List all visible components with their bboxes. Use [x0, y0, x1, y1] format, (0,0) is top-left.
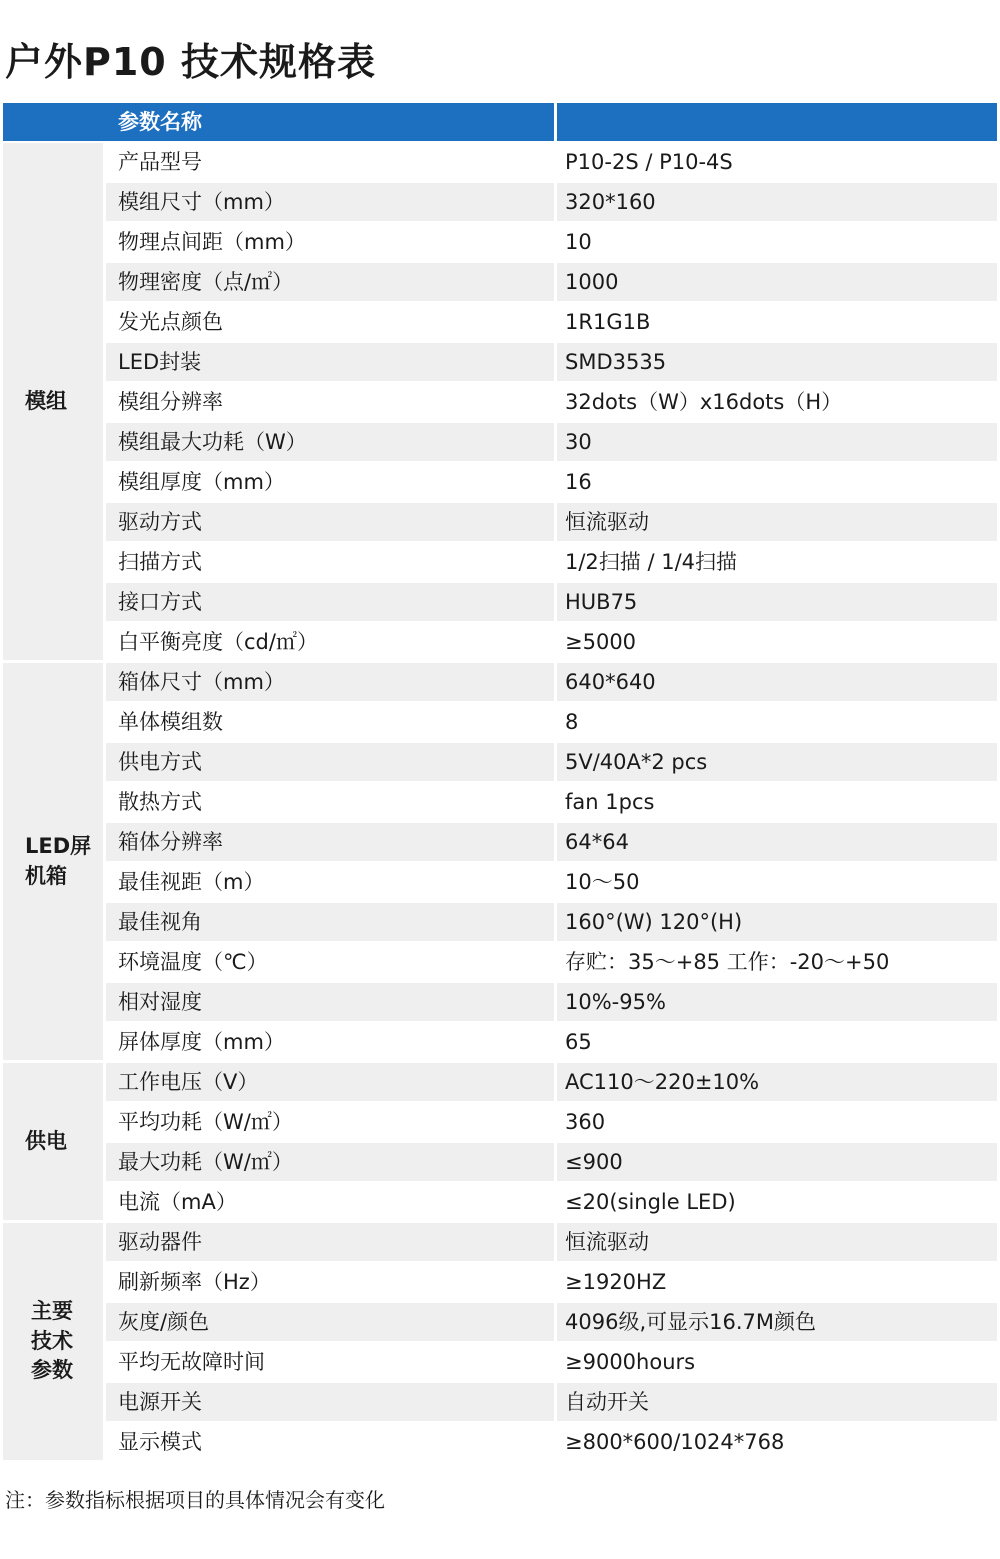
param-name-cell: 物理密度（点/㎡） — [106, 263, 557, 303]
param-value-cell: 5V/40A*2 pcs — [557, 743, 997, 783]
table-row — [3, 463, 997, 503]
table-row — [3, 383, 997, 423]
param-name-cell: 供电方式 — [106, 743, 557, 783]
header-value — [557, 103, 997, 143]
param-name-cell: 屏体厚度（mm） — [106, 1023, 557, 1063]
table-row — [3, 983, 997, 1023]
param-name-cell: 白平衡亮度（cd/㎡） — [106, 623, 557, 663]
param-name-cell: 扫描方式 — [106, 543, 557, 583]
table-header-row — [3, 103, 997, 143]
param-name-cell: 电流（mA） — [106, 1183, 557, 1223]
param-value-cell: 16 — [557, 463, 997, 503]
table-row — [3, 143, 997, 183]
table-row — [3, 183, 997, 223]
param-value-cell: 640*640 — [557, 663, 997, 703]
param-name-cell: 箱体分辨率 — [106, 823, 557, 863]
table-row — [3, 1183, 997, 1223]
param-name-cell: 工作电压（V） — [106, 1063, 557, 1103]
param-value-cell: ≤900 — [557, 1143, 997, 1183]
table-row — [3, 223, 997, 263]
table-row — [3, 863, 997, 903]
param-name-cell: 驱动方式 — [106, 503, 557, 543]
table-row — [3, 423, 997, 463]
param-value-cell: 恒流驱动 — [557, 1223, 997, 1263]
param-value-cell: 8 — [557, 703, 997, 743]
table-row — [3, 1423, 997, 1463]
param-name-cell: 灰度/颜色 — [106, 1303, 557, 1343]
param-name-cell: 驱动器件 — [106, 1223, 557, 1263]
param-name-cell: 物理点间距（mm） — [106, 223, 557, 263]
param-name-cell: 发光点颜色 — [106, 303, 557, 343]
param-value-cell: 1R1G1B — [557, 303, 997, 343]
param-name-cell: 产品型号 — [106, 143, 557, 183]
param-value-cell: SMD3535 — [557, 343, 997, 383]
param-value-cell: 32dots（W）x16dots（H） — [557, 383, 997, 423]
header-blank-cell — [3, 103, 106, 143]
table-row — [3, 783, 997, 823]
group-label: 主要 技术 参数 — [3, 1223, 106, 1463]
spec-table — [3, 103, 997, 1463]
param-value-cell: ≥1920HZ — [557, 1263, 997, 1303]
group-label: 模组 — [3, 143, 106, 663]
table-row — [3, 1383, 997, 1423]
param-name-cell: 单体模组数 — [106, 703, 557, 743]
param-name-cell: 箱体尺寸（mm） — [106, 663, 557, 703]
param-value-cell: P10-2S / P10-4S — [557, 143, 997, 183]
table-row — [3, 1343, 997, 1383]
table-row — [3, 663, 997, 703]
param-value-cell: fan 1pcs — [557, 783, 997, 823]
table-row — [3, 543, 997, 583]
table-row — [3, 1303, 997, 1343]
param-value-cell: ≥800*600/1024*768 — [557, 1423, 997, 1463]
param-value-cell: 恒流驱动 — [557, 503, 997, 543]
param-value-cell: 64*64 — [557, 823, 997, 863]
param-name-cell: 相对湿度 — [106, 983, 557, 1023]
param-name-cell: 接口方式 — [106, 583, 557, 623]
table-row — [3, 903, 997, 943]
param-value-cell: 10%-95% — [557, 983, 997, 1023]
table-row — [3, 1023, 997, 1063]
param-name-cell: 环境温度（℃） — [106, 943, 557, 983]
group-label: 供电 — [3, 1063, 106, 1223]
page-title: 户外P10 技术规格表 — [5, 40, 376, 84]
param-name-cell: 模组最大功耗（W） — [106, 423, 557, 463]
table-row — [3, 703, 997, 743]
param-name-cell: 最大功耗（W/㎡） — [106, 1143, 557, 1183]
table-body — [3, 143, 997, 1463]
param-value-cell: 4096级,可显示16.7M颜色 — [557, 1303, 997, 1343]
param-value-cell: HUB75 — [557, 583, 997, 623]
param-value-cell: 自动开关 — [557, 1383, 997, 1423]
table-row — [3, 1103, 997, 1143]
param-value-cell: 160°(W) 120°(H) — [557, 903, 997, 943]
param-name-cell: 平均无故障时间 — [106, 1343, 557, 1383]
param-value-cell: 存贮：35～+85 工作：-20～+50 — [557, 943, 997, 983]
param-name-cell: 平均功耗（W/㎡） — [106, 1103, 557, 1143]
param-value-cell: 1000 — [557, 263, 997, 303]
table-row — [3, 303, 997, 343]
table-row — [3, 1143, 997, 1183]
param-name-cell: 电源开关 — [106, 1383, 557, 1423]
table-row — [3, 263, 997, 303]
param-value-cell: ≥9000hours — [557, 1343, 997, 1383]
param-value-cell: 65 — [557, 1023, 997, 1063]
param-value-cell: ≤20(single LED) — [557, 1183, 997, 1223]
param-value-cell: 10 — [557, 223, 997, 263]
param-name-cell: 最佳视距（m） — [106, 863, 557, 903]
table-row — [3, 743, 997, 783]
table-row — [3, 1263, 997, 1303]
table-row — [3, 343, 997, 383]
param-value-cell: ≥5000 — [557, 623, 997, 663]
param-name-cell: 刷新频率（Hz） — [106, 1263, 557, 1303]
table-row — [3, 823, 997, 863]
param-value-cell: 320*160 — [557, 183, 997, 223]
param-value-cell: 360 — [557, 1103, 997, 1143]
header-param-name: 参数名称 — [106, 103, 557, 143]
param-name-cell: LED封装 — [106, 343, 557, 383]
table-row — [3, 503, 997, 543]
group-label: LED屏 机箱 — [3, 663, 106, 1063]
table-row — [3, 623, 997, 663]
table-row — [3, 1223, 997, 1263]
param-value-cell: 10～50 — [557, 863, 997, 903]
table-row — [3, 583, 997, 623]
param-name-cell: 模组厚度（mm） — [106, 463, 557, 503]
footnote: 注：参数指标根据项目的具体情况会有变化 — [5, 1488, 385, 1512]
param-name-cell: 模组尺寸（mm） — [106, 183, 557, 223]
param-name-cell: 显示模式 — [106, 1423, 557, 1463]
param-value-cell: AC110～220±10% — [557, 1063, 997, 1103]
table-row — [3, 1063, 997, 1103]
param-name-cell: 最佳视角 — [106, 903, 557, 943]
param-value-cell: 30 — [557, 423, 997, 463]
param-name-cell: 散热方式 — [106, 783, 557, 823]
param-name-cell: 模组分辨率 — [106, 383, 557, 423]
table-row — [3, 943, 997, 983]
param-value-cell: 1/2扫描 / 1/4扫描 — [557, 543, 997, 583]
